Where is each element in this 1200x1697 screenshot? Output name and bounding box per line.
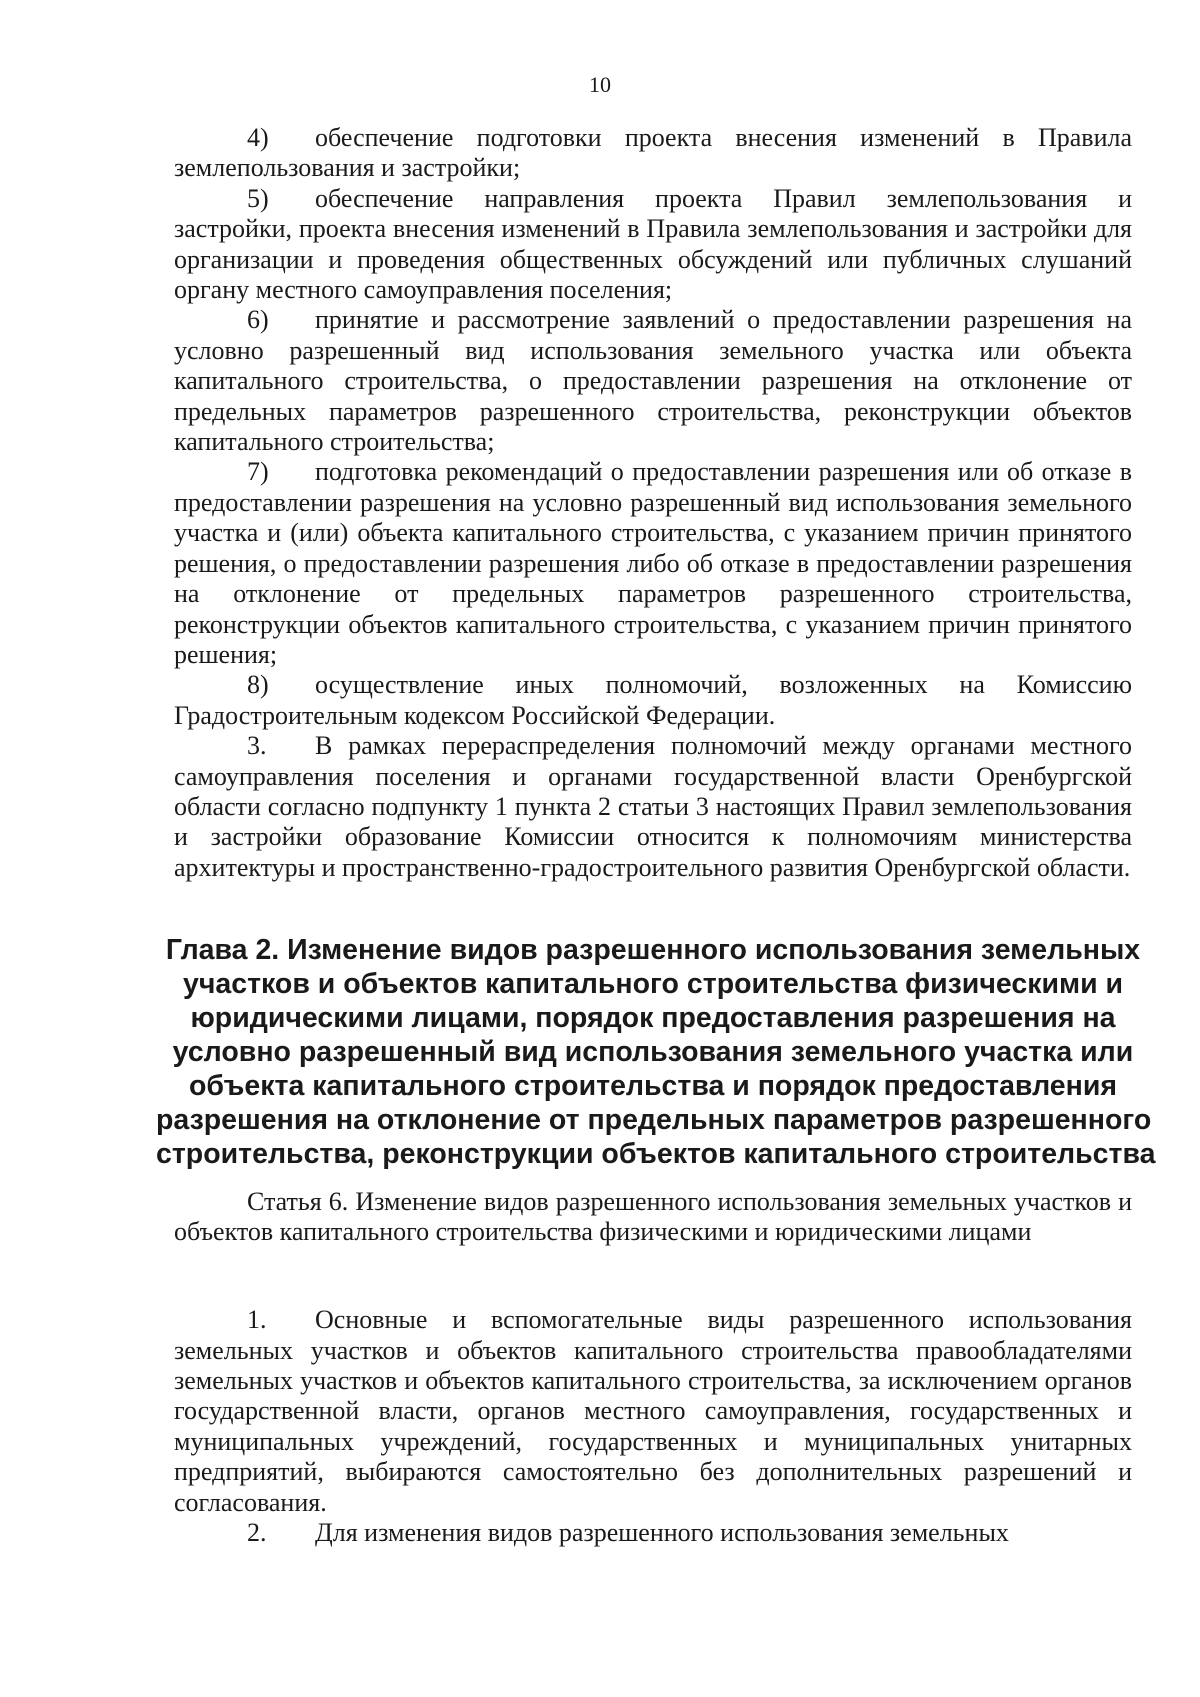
- chapter-heading-line: условно разрешенный вид использования земельного участка или: [172, 1036, 1134, 1069]
- item-text: обеспечение направления проекта Правил землепользования и застройки, проекта внесения изменений в Правила землепользования и застройки для организации и проведения общественных обсуждений или публичных слушаний органу местного самоуправления поселения;: [174, 183, 1132, 305]
- chapter-heading-line: строительства, реконструкции объектов капитального строительства: [156, 1138, 1156, 1171]
- item-number: 3.: [247, 731, 267, 761]
- item-text: принятие и рассмотрение заявлений о предоставлении разрешения на условно разрешенный вид использования земельного участка или объекта капитального строительства, о предоставлении разрешения на отклонение от предельных параметров разрешенного строительства, реконструкции объектов капитального строительства;: [174, 305, 1132, 457]
- list-item-7: [174, 457, 1132, 670]
- item-number: 7): [247, 457, 269, 487]
- page-content: [156, 123, 1156, 1548]
- chapter-heading: [156, 933, 1156, 1171]
- clause-3: [174, 731, 1132, 883]
- item-number: 5): [247, 183, 269, 213]
- item-text: В рамках перераспределения полномочий между органами местного самоуправления поселения и органами государственной власти Оренбургской области согласно подпункту 1 пункта 2 статьи 3 настоящих Правил землепользования и застройки образование Комиссии относится к полномочиям министерства архитектуры и пространственно-градостроительного развития Оренбургской области.: [174, 731, 1132, 882]
- chapter-heading-line: Глава 2. Изменение видов разрешенного использования земельных: [165, 934, 1141, 967]
- item-number: 1.: [247, 1305, 267, 1335]
- page-number: 10: [589, 72, 611, 97]
- item-number: 6): [247, 305, 269, 335]
- item-number: 4): [247, 123, 269, 152]
- article-title: Статья 6. Изменение видов разрешенного использования земельных участков и объектов капитального строительства физическими и юридическими лицами: [174, 1187, 1132, 1247]
- list-item-5: [174, 184, 1132, 306]
- item-text: Для изменения видов разрешенного использования земельных: [315, 1518, 1009, 1547]
- item-text: осуществление иных полномочий, возложенных на Комиссию Градостроительным кодексом Российской Федерации.: [174, 670, 1132, 730]
- chapter-heading-line: объекта капитального строительства и порядок предоставления: [188, 1070, 1118, 1103]
- chapter-heading-line: участков и объектов капитального строительства физическими и: [182, 968, 1124, 1001]
- list-item-4: [174, 123, 1132, 184]
- item-text: обеспечение подготовки проекта внесения изменений в Правила землепользования и застройки;: [174, 123, 1132, 183]
- article-clause-2: [174, 1518, 1132, 1548]
- item-number: 2.: [247, 1518, 267, 1547]
- list-item-6: [174, 305, 1132, 457]
- chapter-heading-line: разрешения на отклонение от предельных параметров разрешенного: [156, 1104, 1152, 1137]
- list-item-8: [174, 670, 1132, 731]
- item-number: 8): [247, 670, 269, 700]
- spacer: [174, 1247, 1132, 1305]
- item-text: Основные и вспомогательные виды разрешенного использования земельных участков и объектов капитального строительства правообладателями земельных участков и объектов капитального строительства, за исключением органов государственной власти, органов местного самоуправления, государственных и муниципальных учреждений, государственных и муниципальных унитарных предприятий, выбираются самостоятельно без дополнительных разрешений и согласования.: [174, 1305, 1132, 1517]
- article-clause-1: [174, 1305, 1132, 1518]
- item-text: подготовка рекомендаций о предоставлении разрешения или об отказе в предоставлении разрешения на условно разрешенный вид использования земельного участка и (или) объекта капитального строительства, с указанием причин принятого решения, о предоставлении разрешения либо об отказе в предоставлении разрешения на отклонение от предельных параметров разрешенного строительства, реконструкции объектов капитального строительства, с указанием причин принятого решения;: [174, 457, 1132, 669]
- chapter-heading-line: юридическими лицами, порядок предоставления разрешения на: [190, 1002, 1116, 1035]
